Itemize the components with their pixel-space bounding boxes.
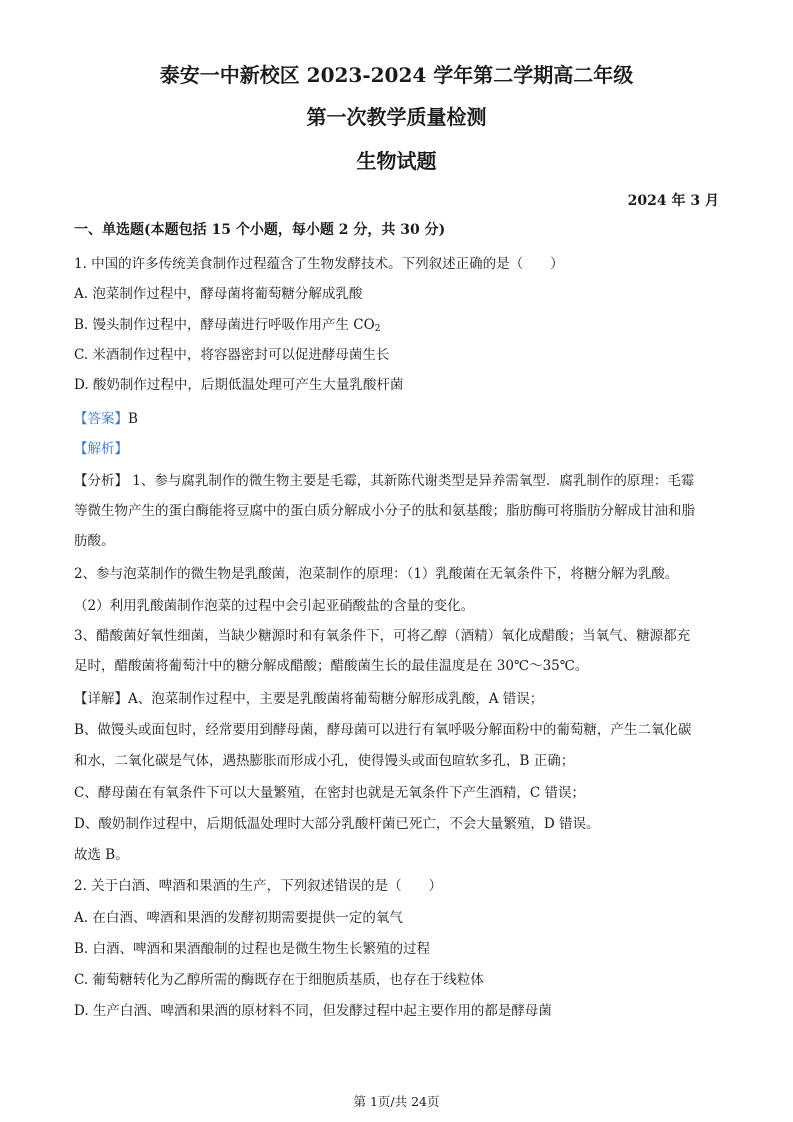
analysis-line: 肪酸。 [74,533,115,549]
answer-tag: 【答案】 [74,411,128,427]
detail-line: D、酸奶制作过程中，后期低温处理时大部分乳酸杆菌已死亡，不会大量繁殖，D 错误。 [74,816,600,832]
exam-date: 2024 年 3 月 [627,193,719,209]
analysis-line: 足时，醋酸菌将葡萄汁中的糖分解成醋酸；醋酸菌生长的最佳温度是在 30℃～35℃。 [74,658,589,674]
analysis-tag: 【解析】 [74,441,128,457]
option-c: C. 米酒制作过程中，将容器密封可以促进酵母菌生长 [74,347,390,363]
question-stem: 2. 关于白酒、啤酒和果酒的生产，下列叙述错误的是（ ） [74,878,443,894]
option-a: A. 在白酒、啤酒和果酒的发酵初期需要提供一定的氧气 [74,910,403,926]
option-d: D. 酸奶制作过程中，后期低温处理可产生大量乳酸杆菌 [74,377,404,393]
analysis-line: 【分析】 1、参与腐乳制作的微生物主要是毛霉，其新陈代谢类型是异养需氧型．腐乳制作的原理：毛霉 [74,473,695,489]
answer-line [74,410,138,428]
co2-subscript: 2 [374,324,381,334]
option-c: C. 葡萄糖转化为乙醇所需的酶既存在于细胞质基质，也存在于线粒体 [74,972,484,988]
option-d: D. 生产白酒、啤酒和果酒的原材料不同，但发酵过程中起主要作用的都是酵母菌 [74,1003,552,1019]
detail-line: 故选 B。 [74,847,129,863]
detail-line: C、酵母菌在有氧条件下可以大量繁殖，在密封也就是无氧条件下产生酒精，C 错误； [74,785,585,801]
option-b: B. 白酒、啤酒和果酒酿制的过程也是微生物生长繁殖的过程 [74,941,431,957]
detail-line: 【详解】A、泡菜制作过程中，主要是乳酸菌将葡萄糖分解形成乳酸，A 错误； [74,691,544,707]
exam-title-line1: 泰安一中新校区 2023-2024 学年第二学期高二年级 [159,63,634,87]
question-stem: 1. 中国的许多传统美食制作过程蕴含了生物发酵技术。下列叙述正确的是（ ） [74,256,564,272]
detail-line: 和水，二氧化碳是气体，遇热膨胀而形成小孔，使得馒头或面包暄软多孔，B 正确； [74,753,575,769]
section-heading: 一、单选题(本题包括 15 个小题，每小题 2 分，共 30 分) [74,222,446,238]
option-b [74,316,380,334]
exam-title-line3: 生物试题 [356,149,437,173]
option-a: A. 泡菜制作过程中，酵母菌将葡萄糖分解成乳酸 [74,286,363,302]
option-b-text: B. 馒头制作过程中，酵母菌进行呼吸作用产生 CO [74,317,375,333]
analysis-line: 等微生物产生的蛋白酶能将豆腐中的蛋白质分解成小分子的肽和氨基酸；脂肪酶可将脂肪分解成甘油和脂 [74,503,695,519]
page-number: 第 1页/共 24页 [353,1094,440,1109]
analysis-line: 3、醋酸菌好氧性细菌，当缺少糖源时和有氧条件下，可将乙醇（酒精）氧化成醋酸；当氧气、糖源都充 [74,628,691,644]
detail-line: B、做馒头或面包时，经常要用到酵母菌，酵母菌可以进行有氧呼吸分解面粉中的葡萄糖，产生二氧化碳 [74,722,692,738]
answer-value: B [128,411,138,427]
analysis-line: 2、参与泡菜制作的微生物是乳酸菌，泡菜制作的原理：（1）乳酸菌在无氧条件下，将糖分解为乳酸。 [74,566,679,582]
analysis-line: （2）利用乳酸菌制作泡菜的过程中会引起亚硝酸盐的含量的变化。 [74,598,475,614]
exam-title-line2: 第一次教学质量检测 [306,105,487,129]
